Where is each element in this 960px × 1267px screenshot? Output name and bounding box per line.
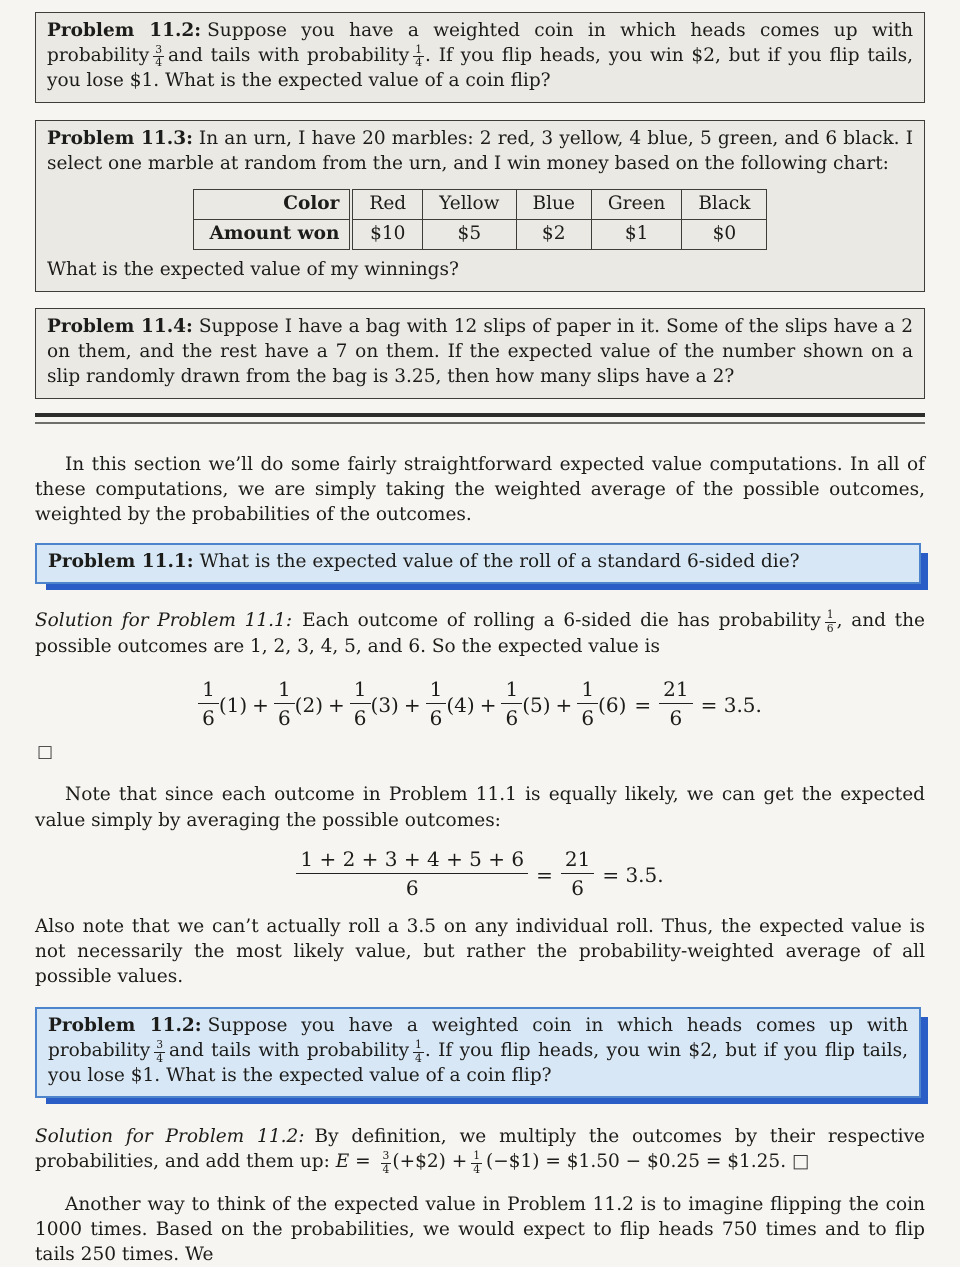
fraction-term: $\frac{1}{6}$: [501, 679, 522, 728]
problem-box-11-3: [35, 120, 925, 292]
fraction-term: $\frac{1}{6}$: [274, 679, 295, 728]
fraction-one-sixth: $\frac{1}{6}$: [826, 607, 834, 635]
equation-expected-value-die: [35, 677, 925, 731]
problem-label: Problem 11.2:: [48, 1015, 202, 1037]
prize-table: [193, 189, 768, 250]
fraction-term: $\frac{1}{6}$: [350, 679, 371, 728]
section-divider: [35, 413, 925, 424]
table-cell-amount-green: $1: [591, 219, 681, 249]
closing-paragraph: Another way to think of the expected value in Problem 11.2 is to imagine flipping the coin 1000 times. Based on the probabilities, we would expect to flip heads 750 times and to flip tails 250 times. We: [35, 1193, 925, 1265]
fraction-one-fourth: $\frac{1}{4}$: [473, 1149, 481, 1176]
problem-text: What is the expected value of the roll of a standard 6-sided die?: [199, 551, 800, 573]
equals-sign: =: [536, 862, 553, 887]
fraction-sum: $\frac{1 + 2 + 3 + 4 + 5 + 6}{6}$: [296, 849, 528, 898]
also-note-paragraph: Also note that we can’t actually roll a 3.5 on any individual roll. Thus, the expected value is not necessarily the most likely value, but rather the probability-weighted average of all possible values.: [35, 915, 925, 988]
problem-label: Problem 11.4:: [47, 315, 193, 337]
solution-11-1: [35, 608, 925, 659]
problem-text: In an urn, I have 20 marbles: 2 red, 3 yellow, 4 blue, 5 green, and 6 black. I select one marble at random from the urn, and I win money based on the following chart:: [47, 128, 913, 174]
solution-text: Each outcome of rolling a 6-sided die has probability: [302, 610, 821, 632]
fraction-one-fourth: $\frac{1}{4}$: [415, 42, 423, 70]
plus-operator: +: [403, 693, 421, 718]
fraction-one-fourth: $\frac{1}{4}$: [415, 1037, 422, 1065]
problem-box-11-2: [35, 12, 925, 103]
problem-text: Suppose I have a bag with 12 slips of paper in it. Some of the slips have a 2 on them, and the rest have a 7 on them. If the expected value of the number shown on a slip randomly drawn from the bag is 3.25, then how many slips have a 2?: [47, 315, 914, 387]
problem-text: and tails with probability: [169, 1040, 410, 1062]
problem-text: . If you flip heads, you win $2, but if you flip tails, you lose $1. What is the expected value of a coin flip?: [48, 1040, 908, 1087]
table-cell-green: Green: [591, 189, 681, 219]
solution-label: Solution for Problem 11.1:: [35, 610, 293, 632]
equation-result: = 3.5.: [700, 693, 762, 718]
table-cell-black: Black: [682, 189, 767, 219]
table-cell-yellow: Yellow: [423, 189, 516, 219]
table-cell-red: Red: [351, 189, 422, 219]
problem-highlight-11-1: [35, 543, 921, 584]
plus-operator: +: [328, 693, 345, 718]
problem-box-11-4: [35, 308, 925, 399]
equation-arg: (6): [598, 693, 627, 718]
fraction-term: $\frac{1}{6}$: [577, 679, 598, 728]
problem-text: Suppose you have a weighted coin in which heads comes up with probability: [47, 20, 913, 66]
plus-operator: +: [555, 693, 573, 718]
solution-text: By definition, we multiply the outcomes by their respective probabilities, and add them up:: [35, 1126, 926, 1173]
fraction-term: $\frac{1}{6}$: [426, 679, 447, 728]
equation-result: = 3.5.: [602, 862, 664, 887]
solution-text: (−$1) = $1.50 − $0.25 = $1.25.: [486, 1151, 787, 1173]
solution-text: , and the possible outcomes are 1, 2, 3, 4, 5, and 6. So the expected value is: [35, 610, 925, 658]
qed-symbol: □: [792, 1151, 810, 1173]
equation-average-outcomes: [35, 846, 925, 900]
problem-highlight-11-2: [35, 1007, 921, 1098]
equation-arg: (1): [218, 693, 248, 718]
problem-label: Problem 11.2:: [47, 20, 202, 41]
qed-symbol: □: [37, 742, 54, 763]
table-cell-amount-black: $0: [682, 219, 767, 249]
table-row-colors: [193, 189, 767, 219]
table-cell-amount-yellow: $5: [423, 219, 516, 249]
problem-label: Problem 11.1:: [48, 551, 194, 573]
fraction-three-fourths: $\frac{3}{4}$: [155, 42, 163, 70]
solution-11-2: [35, 1124, 925, 1175]
problem-label: Problem 11.3:: [47, 128, 193, 150]
table-header-color: Color: [193, 189, 351, 219]
problem-text: Suppose you have a weighted coin in which heads comes up with probability: [48, 1015, 908, 1062]
fraction-three-fourths: $\frac{3}{4}$: [156, 1037, 164, 1065]
problem-text: and tails with probability: [168, 44, 410, 66]
plus-operator: +: [252, 693, 269, 718]
fraction-three-fourths: $\frac{3}{4}$: [382, 1149, 390, 1176]
fraction-result: $\frac{21}{6}$: [659, 679, 692, 728]
intro-paragraph: In this section we’ll do some fairly straightforward expected value computations. In all of these computations, we are simply taking the weighted average of the possible outcomes, weighted by the probabilities of the outcomes.: [35, 453, 925, 526]
plus-operator: +: [479, 693, 497, 718]
equation-arg: (2): [294, 693, 324, 718]
table-cell-amount-red: $10: [351, 219, 422, 249]
solution-text: (+$2) +: [392, 1151, 468, 1173]
table-row-amounts: [193, 219, 767, 249]
problem-text: . If you flip heads, you win $2, but if you flip tails, you lose $1. What is the expected value of a coin flip?: [47, 44, 913, 92]
problem-text: What is the expected value of my winnings?: [47, 258, 459, 280]
fraction-term: $\frac{1}{6}$: [198, 679, 219, 728]
note-paragraph: Note that since each outcome in Problem 11.1 is equally likely, we can get the expected value simply by averaging the possible outcomes:: [35, 784, 925, 831]
equation-arg: (4): [446, 693, 475, 718]
table-header-amount-won: Amount won: [193, 219, 351, 249]
table-cell-amount-blue: $2: [516, 219, 591, 249]
solution-label: Solution for Problem 11.2:: [35, 1126, 305, 1148]
variable-E: E: [335, 1151, 350, 1173]
table-cell-blue: Blue: [516, 189, 591, 219]
equals-sign: =: [634, 693, 652, 718]
equals-sign: =: [355, 1151, 371, 1173]
fraction-result: $\frac{21}{6}$: [561, 849, 594, 898]
equation-arg: (3): [370, 693, 399, 718]
equation-arg: (5): [522, 693, 551, 718]
